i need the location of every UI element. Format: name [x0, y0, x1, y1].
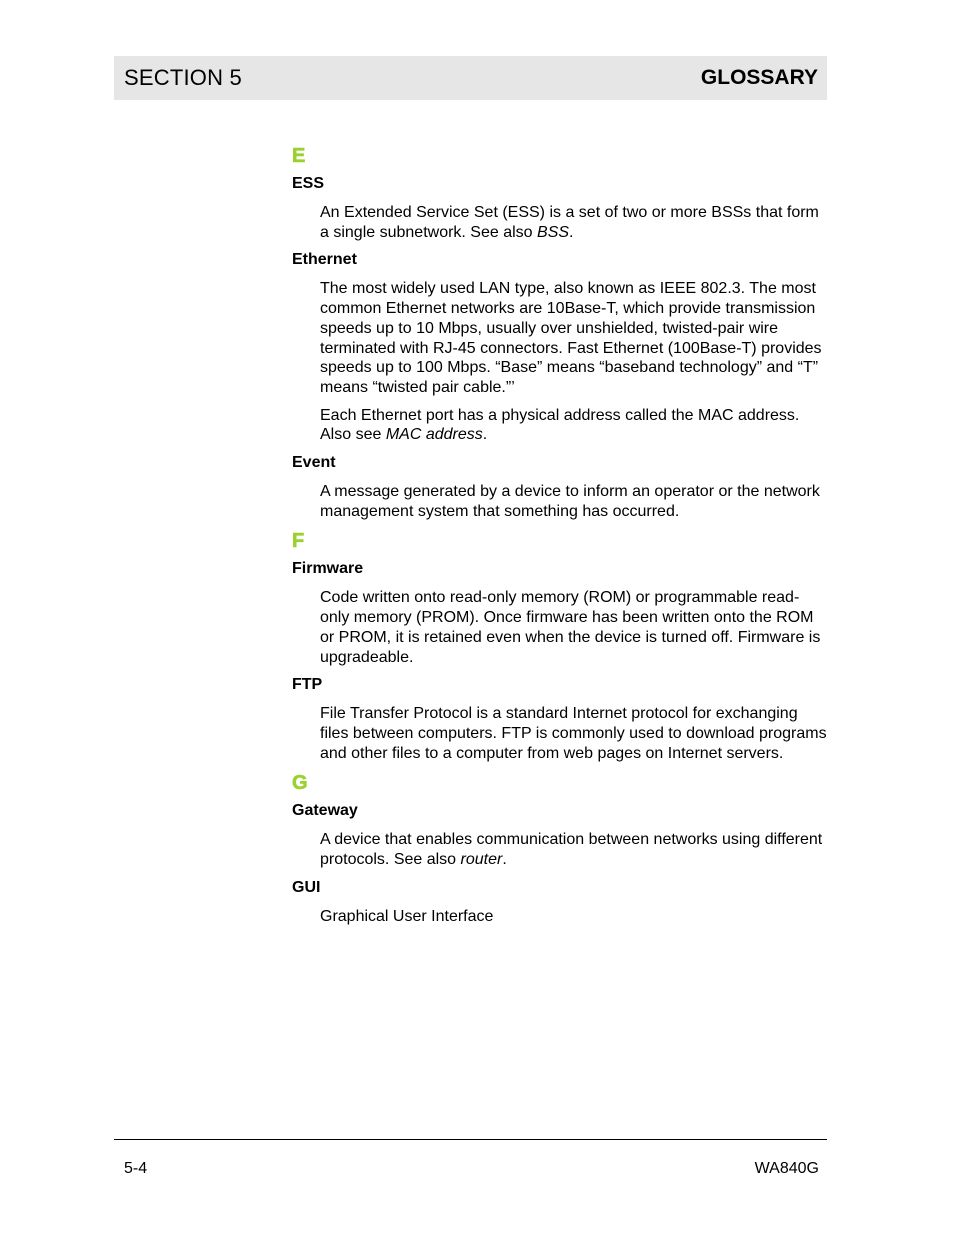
definition-text: .: [502, 851, 507, 869]
page-number: 5-4: [124, 1160, 148, 1177]
section-letter: F: [292, 530, 305, 553]
product-model: WA840G: [754, 1160, 819, 1177]
definition-text: A message generated by a device to inform an operator or the network management system that something has occurred.: [320, 483, 820, 520]
definition-text: Each Ethernet port has a physical address called the MAC address. Also see: [320, 406, 800, 444]
definition-text: The most widely used LAN type, also known as IEEE 802.3. The most common Ethernet networks are 10Base-T, which provide transmission speeds up to 10 Mbps, usually over unshielded, twisted-pair wire terminated with RJ-45 connectors. Fast Ethernet (100Base-T) provides speeds up to 100 Mbps. “Base” means “baseband technology” and “T” means “twisted pair cable.”’: [320, 280, 822, 396]
section-letter: G: [292, 772, 308, 795]
section-letter: E: [292, 145, 306, 167]
glossary-term: Gateway: [292, 802, 358, 820]
glossary-definition: [320, 588, 827, 667]
glossary-term: Ethernet: [292, 251, 357, 269]
section-header: [114, 56, 827, 100]
cross-reference: BSS: [537, 223, 570, 241]
cross-reference: router: [460, 851, 503, 869]
glossary-definition: [320, 907, 827, 927]
definition-text: File Transfer Protocol is a standard Internet protocol for exchanging files between computers. FTP is commonly used to download programs and other files to a computer from web pages on Internet servers.: [320, 705, 827, 762]
glossary-term: GUI: [292, 878, 321, 896]
glossary-term: Firmware: [292, 560, 364, 578]
definition-text: A device that enables communication between networks using different protocols. See also: [320, 831, 823, 869]
cross-reference: MAC address: [385, 426, 483, 444]
definition-text: .: [482, 426, 488, 444]
glossary-definition: [320, 203, 827, 242]
definition-text: Code written onto read-only memory (ROM) or programmable read-only memory (PROM). Once firmware has been written onto the ROM or PROM, it is retained even when the device is turned off. Firmware is upgradeable.: [320, 589, 821, 666]
glossary-term: ESS: [292, 175, 325, 192]
definition-text: Graphical User Interface: [320, 907, 494, 925]
glossary-term: FTP: [292, 676, 323, 694]
footer-divider: [114, 1139, 827, 1140]
definition-text: .: [569, 223, 574, 241]
section-label: SECTION 5: [124, 65, 242, 90]
glossary-definition: [320, 279, 827, 397]
glossary-definition: [320, 482, 827, 521]
glossary-definition: [320, 406, 827, 445]
glossary-definition: [320, 704, 827, 763]
definition-text: An Extended Service Set (ESS) is a set of two or more BSSs that form a single subnetwork. See also: [320, 204, 819, 241]
glossary-content: [292, 140, 827, 934]
section-title: GLOSSARY: [700, 66, 818, 89]
glossary-definition: [320, 830, 827, 869]
glossary-term: Event: [292, 454, 336, 472]
